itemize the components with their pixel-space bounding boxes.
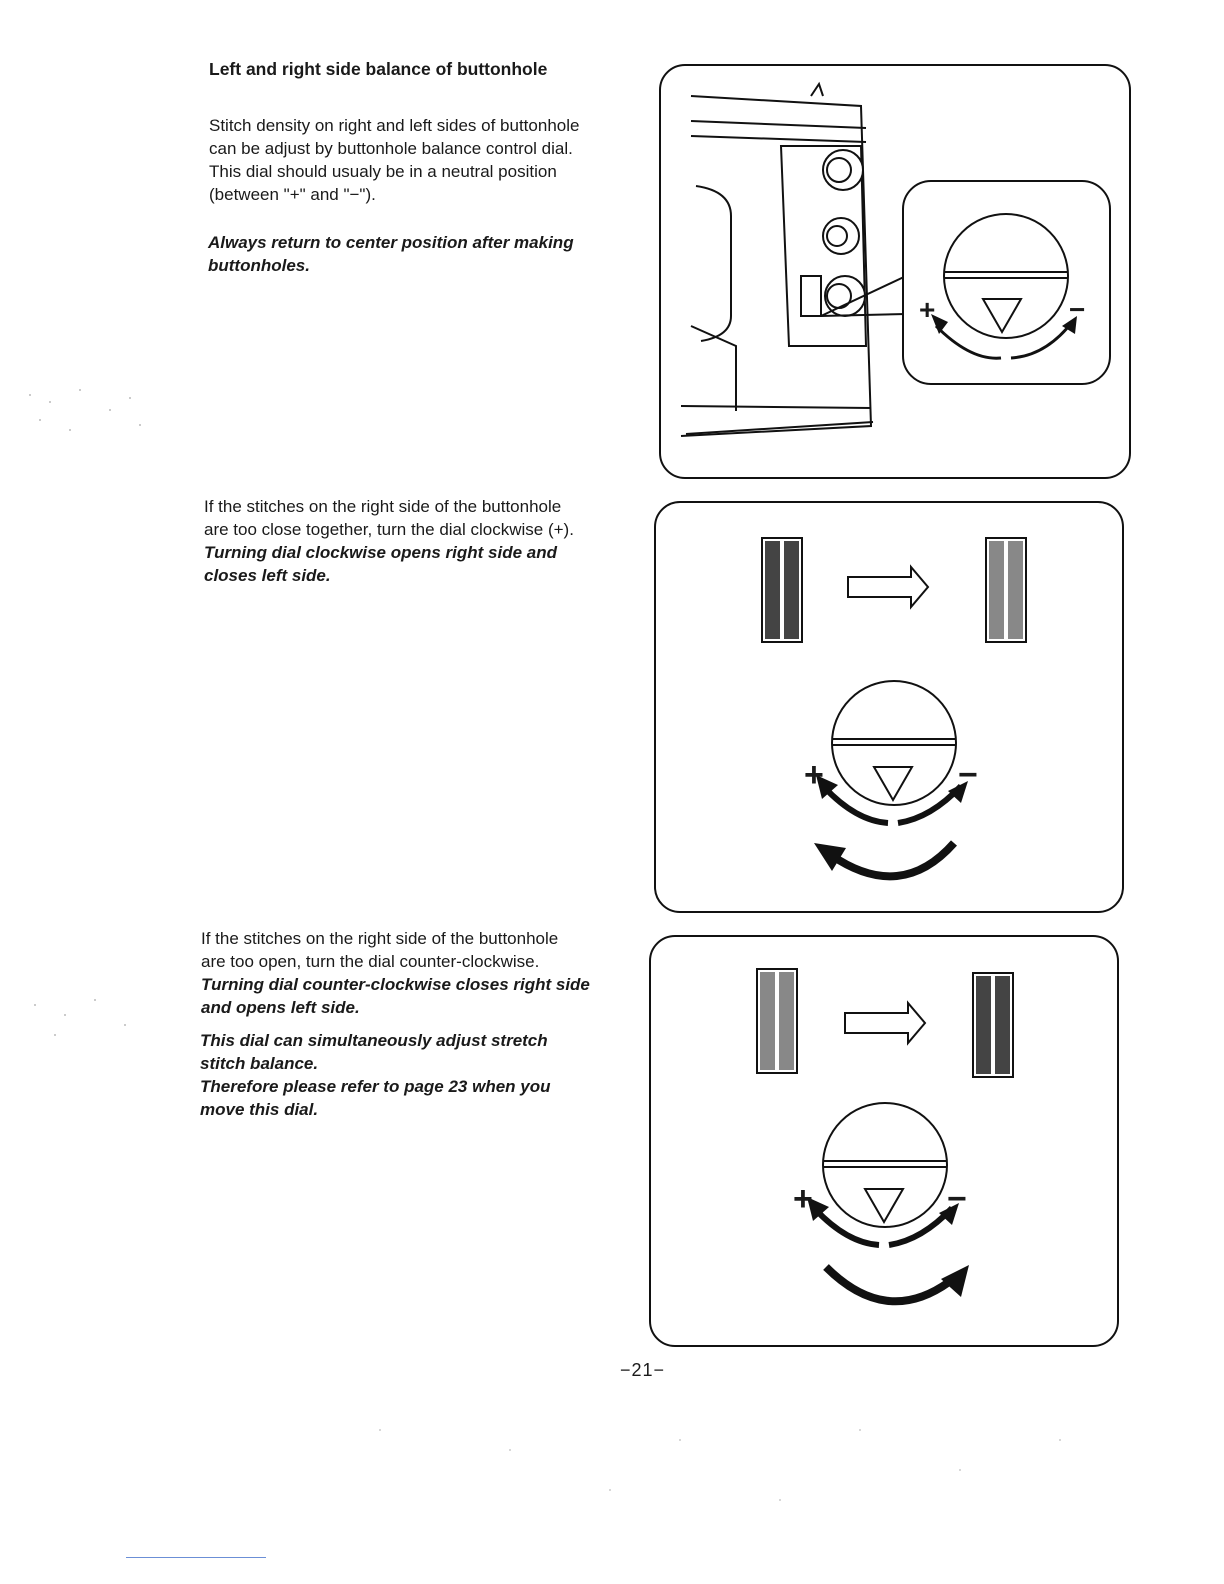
open-emphasis-line: Turning dial counter-clockwise closes right side — [201, 975, 590, 994]
page-number: −21− — [620, 1360, 666, 1380]
close-stitches-paragraph — [204, 495, 624, 587]
stretch-line: move this dial. — [200, 1100, 319, 1119]
intro-line: (between "+" and "−"). — [209, 185, 376, 204]
sewing-machine-drawing — [661, 66, 1129, 477]
intro-paragraph — [209, 114, 629, 206]
intro-line: This dial should usualy be in a neutral position — [209, 162, 557, 181]
stretch-line: Therefore please refer to page 23 when you — [200, 1077, 551, 1096]
minus-label: − — [958, 756, 978, 794]
buttonhole-counterclockwise-drawing — [651, 937, 1117, 1345]
stretch-stitch-note — [200, 1029, 620, 1121]
counterclockwise-diagram-panel — [649, 935, 1119, 1347]
buttonhole-clockwise-drawing — [656, 503, 1122, 911]
machine-illustration-panel — [659, 64, 1131, 479]
intro-line: can be adjust by buttonhole balance control dial. — [209, 139, 573, 158]
close-emphasis-line: Turning dial clockwise opens right side and — [204, 543, 557, 562]
minus-label: − — [947, 1180, 967, 1218]
close-line: are too close together, turn the dial clockwise (+). — [204, 520, 574, 539]
center-position-note — [208, 231, 628, 277]
close-emphasis-line: closes left side. — [204, 566, 331, 585]
plus-label: + — [793, 1180, 813, 1218]
note-line: buttonholes. — [208, 256, 310, 275]
stretch-line: stitch balance. — [200, 1054, 319, 1073]
intro-line: Stitch density on right and left sides of buttonhole — [209, 116, 580, 135]
minus-label: − — [1069, 294, 1086, 325]
plus-label: + — [804, 756, 824, 794]
note-line: Always return to center position after making — [208, 233, 574, 252]
scan-speckle-bottom — [360, 1410, 1160, 1530]
scan-speckle-left-top — [10, 380, 170, 450]
scan-speckle-left-bottom — [15, 990, 175, 1050]
bottom-rule — [126, 1557, 266, 1558]
close-line: If the stitches on the right side of the buttonhole — [204, 497, 562, 516]
open-emphasis-line: and opens left side. — [201, 998, 360, 1017]
stretch-line: This dial can simultaneously adjust stretch — [200, 1031, 548, 1050]
open-line: are too open, turn the dial counter-clockwise. — [201, 952, 540, 971]
clockwise-diagram-panel — [654, 501, 1124, 913]
open-line: If the stitches on the right side of the buttonhole — [201, 929, 559, 948]
plus-label: + — [919, 294, 936, 325]
page-title: Left and right side balance of buttonhole — [209, 59, 548, 79]
open-stitches-paragraph — [201, 927, 621, 1019]
